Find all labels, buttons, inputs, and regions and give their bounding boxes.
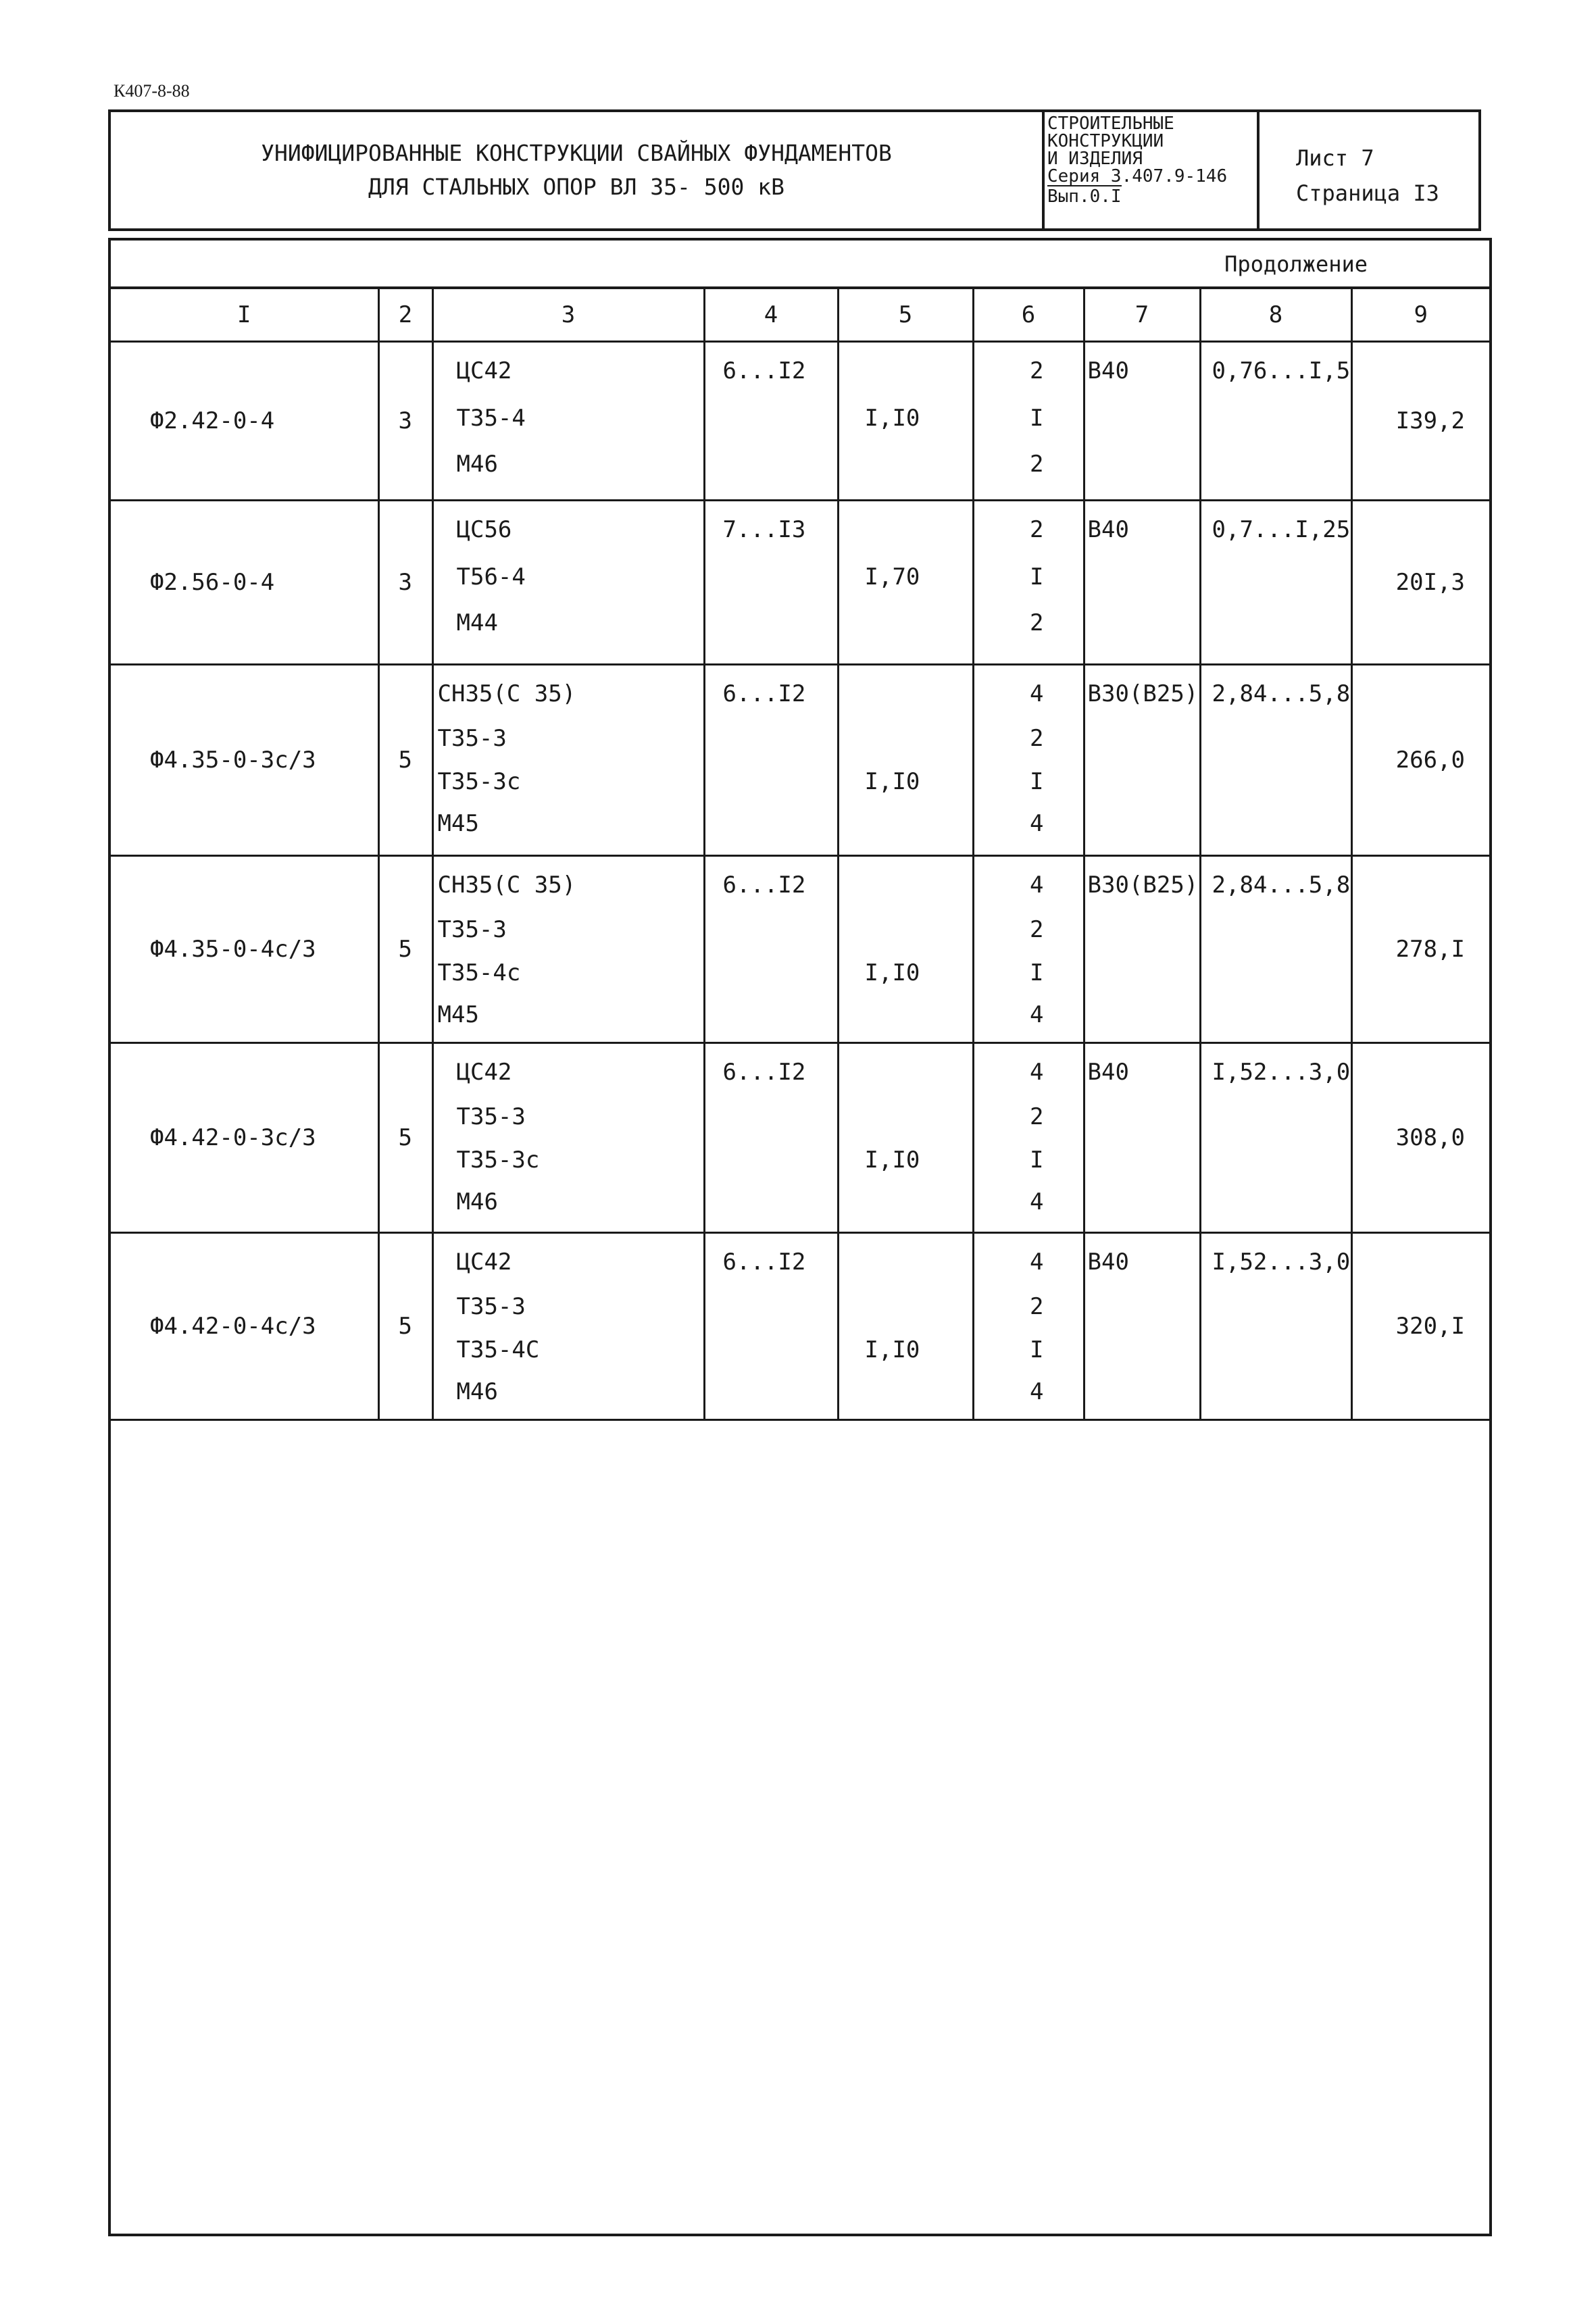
mass-value: I,I0 <box>864 405 920 432</box>
series-line-5: Вып.0.I <box>1047 186 1122 207</box>
concrete-class: В40 <box>1087 1249 1129 1276</box>
length-cell <box>704 856 838 1043</box>
element-name: М46 <box>456 1378 498 1405</box>
continuation-label: Продолжение <box>1224 251 1368 277</box>
load-range: I,52...3,0 <box>1212 1249 1351 1276</box>
document-title <box>111 112 1045 228</box>
element-count: 5 <box>398 936 412 963</box>
count-cell <box>378 1043 432 1233</box>
element-name: ЦС42 <box>456 357 512 384</box>
element-name: М46 <box>456 451 498 478</box>
quantity-value: 2 <box>1030 451 1044 478</box>
mass-value: I,I0 <box>864 1336 920 1363</box>
quantity-value: 2 <box>1030 357 1044 384</box>
mass-value: I,I0 <box>864 768 920 795</box>
concrete-cell <box>1084 665 1200 856</box>
total-mass: 266,0 <box>1395 747 1465 774</box>
quantity-value: 2 <box>1030 1103 1044 1130</box>
length-range: 6...I2 <box>722 1059 806 1086</box>
concrete-cell <box>1084 501 1200 665</box>
foundation-mark-cell <box>111 342 378 501</box>
column-number: 7 <box>1084 289 1200 342</box>
quantity-value: 4 <box>1030 810 1044 837</box>
sheet-block <box>1260 112 1478 228</box>
foundation-mark: Ф2.56-0-4 <box>150 569 275 596</box>
quantity-cell <box>973 1043 1084 1233</box>
element-count: 5 <box>398 1124 412 1151</box>
load-cell <box>1200 1043 1351 1233</box>
element-name: М45 <box>437 1001 479 1028</box>
quantity-value: 2 <box>1030 516 1044 543</box>
title-line-2: ДЛЯ СТАЛЬНЫХ ОПОР ВЛ 35- 500 кВ <box>368 174 784 200</box>
mass-cell <box>838 1233 973 1420</box>
element-name: Т35-4 <box>456 405 526 432</box>
element-name: Т56-4 <box>456 563 526 590</box>
load-cell <box>1200 1233 1351 1420</box>
total-cell <box>1351 1233 1489 1420</box>
foundation-mark-cell <box>111 856 378 1043</box>
quantity-cell <box>973 665 1084 856</box>
concrete-cell <box>1084 1233 1200 1420</box>
mass-cell <box>838 665 973 856</box>
element-name: Т35-3с <box>437 768 521 795</box>
table-row <box>111 501 1489 665</box>
quantity-value: 4 <box>1030 1059 1044 1086</box>
quantity-value: 4 <box>1030 1378 1044 1405</box>
quantity-value: 4 <box>1030 1001 1044 1028</box>
element-name: Т35-3 <box>456 1293 526 1320</box>
quantity-value: 2 <box>1030 725 1044 752</box>
quantity-value: I <box>1030 768 1044 795</box>
quantity-value: 2 <box>1030 1293 1044 1320</box>
element-name: Т35-4с <box>437 959 521 986</box>
count-cell <box>378 665 432 856</box>
load-range: 2,84...5,8 <box>1212 680 1351 707</box>
foundation-mark: Ф2.42-0-4 <box>150 407 275 434</box>
total-mass: I39,2 <box>1395 407 1465 434</box>
load-cell <box>1200 501 1351 665</box>
foundation-mark: Ф4.42-0-4с/3 <box>150 1313 316 1340</box>
total-mass: 308,0 <box>1395 1124 1465 1151</box>
total-mass: 20I,3 <box>1395 569 1465 596</box>
quantity-value: I <box>1030 405 1044 432</box>
element-name: Т35-4С <box>456 1336 540 1363</box>
element-name: ЦС42 <box>456 1249 512 1276</box>
table-row <box>111 1043 1489 1233</box>
count-cell <box>378 856 432 1043</box>
column-number: 4 <box>704 289 838 342</box>
element-name: ЦС56 <box>456 516 512 543</box>
load-range: 0,7...I,25 <box>1212 516 1351 543</box>
mass-value: I,I0 <box>864 1147 920 1174</box>
load-cell <box>1200 665 1351 856</box>
quantity-value: 4 <box>1030 872 1044 899</box>
total-cell <box>1351 1043 1489 1233</box>
length-range: 6...I2 <box>722 357 806 384</box>
title-block <box>108 109 1481 231</box>
element-count: 3 <box>398 407 412 434</box>
foundation-mark: Ф4.35-0-4с/3 <box>150 936 316 963</box>
count-cell <box>378 501 432 665</box>
elements-cell <box>432 856 704 1043</box>
foundation-mark-cell <box>111 1043 378 1233</box>
elements-cell <box>432 665 704 856</box>
document-code: К407-8-88 <box>114 81 190 101</box>
mass-cell <box>838 856 973 1043</box>
elements-cell <box>432 1043 704 1233</box>
elements-cell <box>432 342 704 501</box>
table-row <box>111 342 1489 501</box>
foundation-mark-cell <box>111 1233 378 1420</box>
series-line-3: И ИЗДЕЛИЯ <box>1047 149 1143 169</box>
table-row <box>111 665 1489 856</box>
total-mass: 320,I <box>1395 1313 1465 1340</box>
mass-value: I,70 <box>864 563 920 590</box>
count-cell <box>378 342 432 501</box>
table-row <box>111 856 1489 1043</box>
elements-cell <box>432 1233 704 1420</box>
concrete-class: В40 <box>1087 1059 1129 1086</box>
quantity-value: 4 <box>1030 1249 1044 1276</box>
concrete-class: В40 <box>1087 516 1129 543</box>
column-number: 2 <box>378 289 432 342</box>
mass-value: I,I0 <box>864 959 920 986</box>
load-cell <box>1200 342 1351 501</box>
total-cell <box>1351 856 1489 1043</box>
column-number: 8 <box>1200 289 1351 342</box>
element-name: Т35-3с <box>456 1147 540 1174</box>
load-range: I,52...3,0 <box>1212 1059 1351 1086</box>
length-range: 7...I3 <box>722 516 806 543</box>
quantity-value: 2 <box>1030 609 1044 636</box>
quantity-value: I <box>1030 1336 1044 1363</box>
load-cell <box>1200 856 1351 1043</box>
length-range: 6...I2 <box>722 872 806 899</box>
column-number: 6 <box>973 289 1084 342</box>
count-cell <box>378 1233 432 1420</box>
series-block <box>1045 112 1260 228</box>
mass-cell <box>838 1043 973 1233</box>
total-cell <box>1351 501 1489 665</box>
quantity-value: I <box>1030 959 1044 986</box>
quantity-value: I <box>1030 563 1044 590</box>
element-name: М44 <box>456 609 498 636</box>
length-range: 6...I2 <box>722 1249 806 1276</box>
foundations-table <box>111 289 1489 1421</box>
mass-cell <box>838 342 973 501</box>
column-number: I <box>111 289 378 342</box>
foundation-mark: Ф4.42-0-3с/3 <box>150 1124 316 1151</box>
series-line-1: СТРОИТЕЛЬНЫЕ <box>1047 114 1174 134</box>
length-cell <box>704 1043 838 1233</box>
element-count: 5 <box>398 1313 412 1340</box>
table-frame <box>108 238 1492 2236</box>
series-line-2: КОНСТРУКЦИИ <box>1047 131 1164 151</box>
continuation-band <box>111 241 1489 289</box>
element-name: Т35-3 <box>456 1103 526 1130</box>
concrete-cell <box>1084 342 1200 501</box>
load-range: 0,76...I,5 <box>1212 357 1351 384</box>
concrete-class: В40 <box>1087 357 1129 384</box>
quantity-cell <box>973 501 1084 665</box>
length-cell <box>704 1233 838 1420</box>
element-name: Т35-3 <box>437 916 507 943</box>
quantity-cell <box>973 342 1084 501</box>
title-line-1: УНИФИЦИРОВАННЫЕ КОНСТРУКЦИИ СВАЙНЫХ ФУНДАМЕНТОВ <box>261 140 892 166</box>
mass-cell <box>838 501 973 665</box>
concrete-cell <box>1084 856 1200 1043</box>
element-count: 3 <box>398 569 412 596</box>
concrete-cell <box>1084 1043 1200 1233</box>
column-number: 5 <box>838 289 973 342</box>
series-line-4: Серия 3.407.9-146 <box>1047 166 1228 186</box>
quantity-value: I <box>1030 1147 1044 1174</box>
element-name: СН35(С 35) <box>437 872 576 899</box>
element-name: ЦС42 <box>456 1059 512 1086</box>
column-number: 3 <box>432 289 704 342</box>
quantity-value: 4 <box>1030 1188 1044 1215</box>
quantity-value: 2 <box>1030 916 1044 943</box>
page-number: Страница I3 <box>1296 180 1439 206</box>
length-cell <box>704 665 838 856</box>
length-cell <box>704 501 838 665</box>
element-name: М46 <box>456 1188 498 1215</box>
total-cell <box>1351 342 1489 501</box>
concrete-class: В30(В25) <box>1087 872 1199 899</box>
column-number: 9 <box>1351 289 1489 342</box>
length-range: 6...I2 <box>722 680 806 707</box>
element-name: Т35-3 <box>437 725 507 752</box>
foundation-mark: Ф4.35-0-3с/3 <box>150 747 316 774</box>
length-cell <box>704 342 838 501</box>
column-number-row <box>111 289 1489 342</box>
total-mass: 278,I <box>1395 936 1465 963</box>
quantity-cell <box>973 856 1084 1043</box>
sheet-number: Лист 7 <box>1296 145 1374 171</box>
foundation-mark-cell <box>111 501 378 665</box>
table-row <box>111 1233 1489 1420</box>
total-cell <box>1351 665 1489 856</box>
element-name: М45 <box>437 810 479 837</box>
element-name: СН35(С 35) <box>437 680 576 707</box>
elements-cell <box>432 501 704 665</box>
quantity-cell <box>973 1233 1084 1420</box>
load-range: 2,84...5,8 <box>1212 872 1351 899</box>
concrete-class: В30(В25) <box>1087 680 1199 707</box>
element-count: 5 <box>398 747 412 774</box>
foundation-mark-cell <box>111 665 378 856</box>
quantity-value: 4 <box>1030 680 1044 707</box>
